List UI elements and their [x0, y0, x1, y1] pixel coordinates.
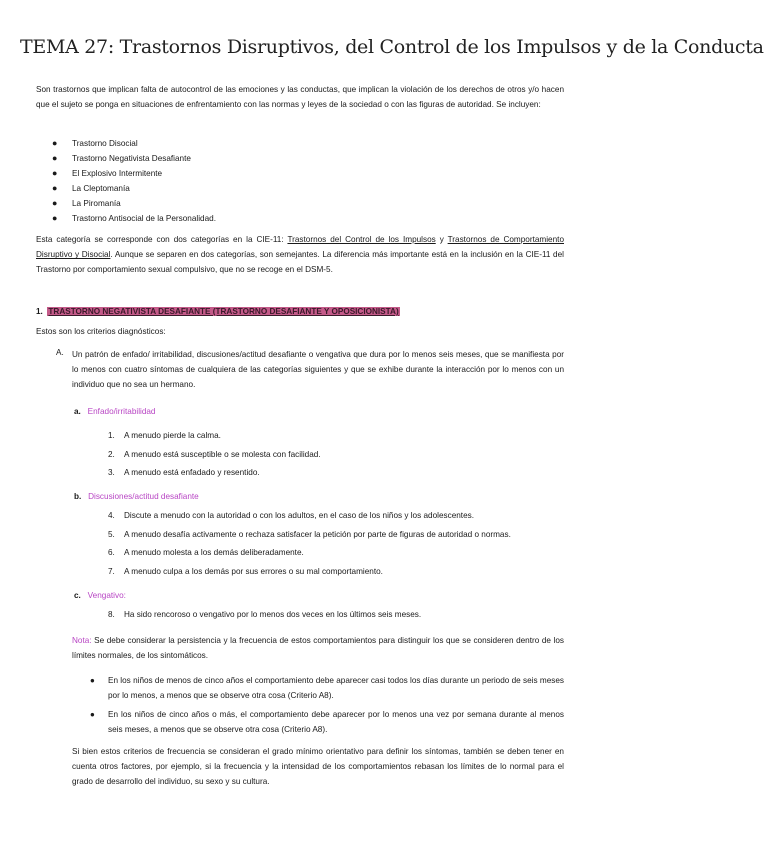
- criterion-item: 8. Ha sido rencoroso o vengativo por lo menos dos veces en los últimos seis meses.: [108, 610, 422, 619]
- group-label: Vengativo:: [87, 591, 126, 600]
- cie-category-2: Trastornos de Comportamiento Disruptivo y Disocial: [36, 235, 564, 260]
- group-letter: a. Enfado/irritabilidad: [74, 407, 156, 416]
- group-label: Discusiones/actitud desafiante: [88, 492, 199, 501]
- intro-paragraph: Son trastornos que implican falta de autocontrol de las emociones y las conductas, que implican la violación de los derechos de otros y/o hacen que el sujeto se ponga en situaciones de enfrentamiento con las normas y leyes de la sociedad o con las figuras de autoridad. Se incluyen:: [36, 85, 564, 110]
- criterion-item: 5. A menudo desafía activamente o rechaza satisfacer la petición por parte de figuras de autoridad o normas.: [108, 530, 511, 539]
- list-item: ● Trastorno Antisocial de la Personalidad.: [52, 213, 216, 223]
- bullet-dot: ●: [90, 710, 95, 719]
- nota-paragraph: Nota: Se debe considerar la persistencia y la frecuencia de estos comportamientos para distinguir los que se consideren dentro de los límites normales, de los sintomáticos.: [72, 636, 564, 661]
- criterion-item: 4. Discute a menudo con la autoridad o con los adultos, en el caso de los niños y los adolescentes.: [108, 511, 475, 520]
- criterion-item: 6. A menudo molesta a los demás deliberadamente.: [108, 548, 304, 557]
- criterion-a-text: Un patrón de enfado/ irritabilidad, discusiones/actitud desafiante o vengativa que dura por lo menos seis meses, que se manifiesta por lo menos con cuatro síntomas de cualquiera de las categorías siguientes y que se exhibe durante la interacción por lo menos con un individuo que no sea un hermano.: [72, 350, 564, 390]
- closing-paragraph: Si bien estos criterios de frecuencia se consideran el grado mínimo orientativo para definir los síntomas, también se deben tener en cuenta otros factores, por ejemplo, si la frecuencia y la intensidad de los comportamientos rebasan los límites de lo normal para el grado de desarrollo del individuo, su sexo y su cultura.: [72, 747, 564, 787]
- criterion-item: 2. A menudo está susceptible o se molesta con facilidad.: [108, 450, 321, 459]
- criteria-intro: Estos son los criterios diagnósticos:: [36, 327, 166, 336]
- list-item: ● La Cleptomanía: [52, 183, 130, 193]
- group-label: Enfado/irritabilidad: [87, 407, 156, 416]
- criterion-letter-a: A.: [56, 348, 64, 357]
- criterion-item: 1. A menudo pierde la calma.: [108, 431, 221, 440]
- list-item: ● La Piromanía: [52, 198, 121, 208]
- group-letter: c. Vengativo:: [74, 591, 126, 600]
- list-item: ● Trastorno Negativista Desafiante: [52, 153, 191, 163]
- list-item: ● El Explosivo Intermitente: [52, 168, 163, 178]
- highlighted-heading: TRASTORNO NEGATIVISTA DESAFIANTE (TRASTORNO DESAFIANTE Y OPOSICIONISTA): [48, 307, 399, 316]
- bullet-dot: ●: [90, 676, 95, 685]
- cie-paragraph: Esta categoría se corresponde con dos categorías en la CIE-11: Trastornos del Control de los Impulsos y Trastornos de Comportamiento Disruptivo y Disocial. Aunque se separen en dos categorías, son semejantes. La diferencia más importante está en la inclusión en la CIE-11 del Trastorno por comportamiento sexual compulsivo, que no se recoge en el DSM-5.: [36, 235, 564, 275]
- section-heading: 1. TRASTORNO NEGATIVISTA DESAFIANTE (TRASTORNO DESAFIANTE Y OPOSICIONISTA): [36, 307, 399, 316]
- nota-bullet: En los niños de cinco años o más, el comportamiento debe aparecer por lo menos una vez por semana durante al menos seis meses, a menos que se observe otra cosa (Criterio A8).: [108, 710, 564, 735]
- group-letter: b. Discusiones/actitud desafiante: [74, 492, 199, 501]
- list-item: ● Trastorno Disocial: [52, 138, 138, 148]
- cie-category-1: Trastornos del Control de los Impulsos: [287, 235, 436, 244]
- nota-label: Nota:: [72, 636, 92, 645]
- nota-bullet: En los niños de menos de cinco años el comportamiento debe aparecer casi todos los días durante un periodo de seis meses por lo menos, a menos que se observe otra cosa (Criterio A8).: [108, 676, 564, 701]
- criterion-item: 7. A menudo culpa a los demás por sus errores o su mal comportamiento.: [108, 567, 383, 576]
- page-title: TEMA 27: Trastornos Disruptivos, del Control de los Impulsos y de la Conducta: [20, 36, 764, 58]
- criterion-item: 3. A menudo está enfadado y resentido.: [108, 468, 260, 477]
